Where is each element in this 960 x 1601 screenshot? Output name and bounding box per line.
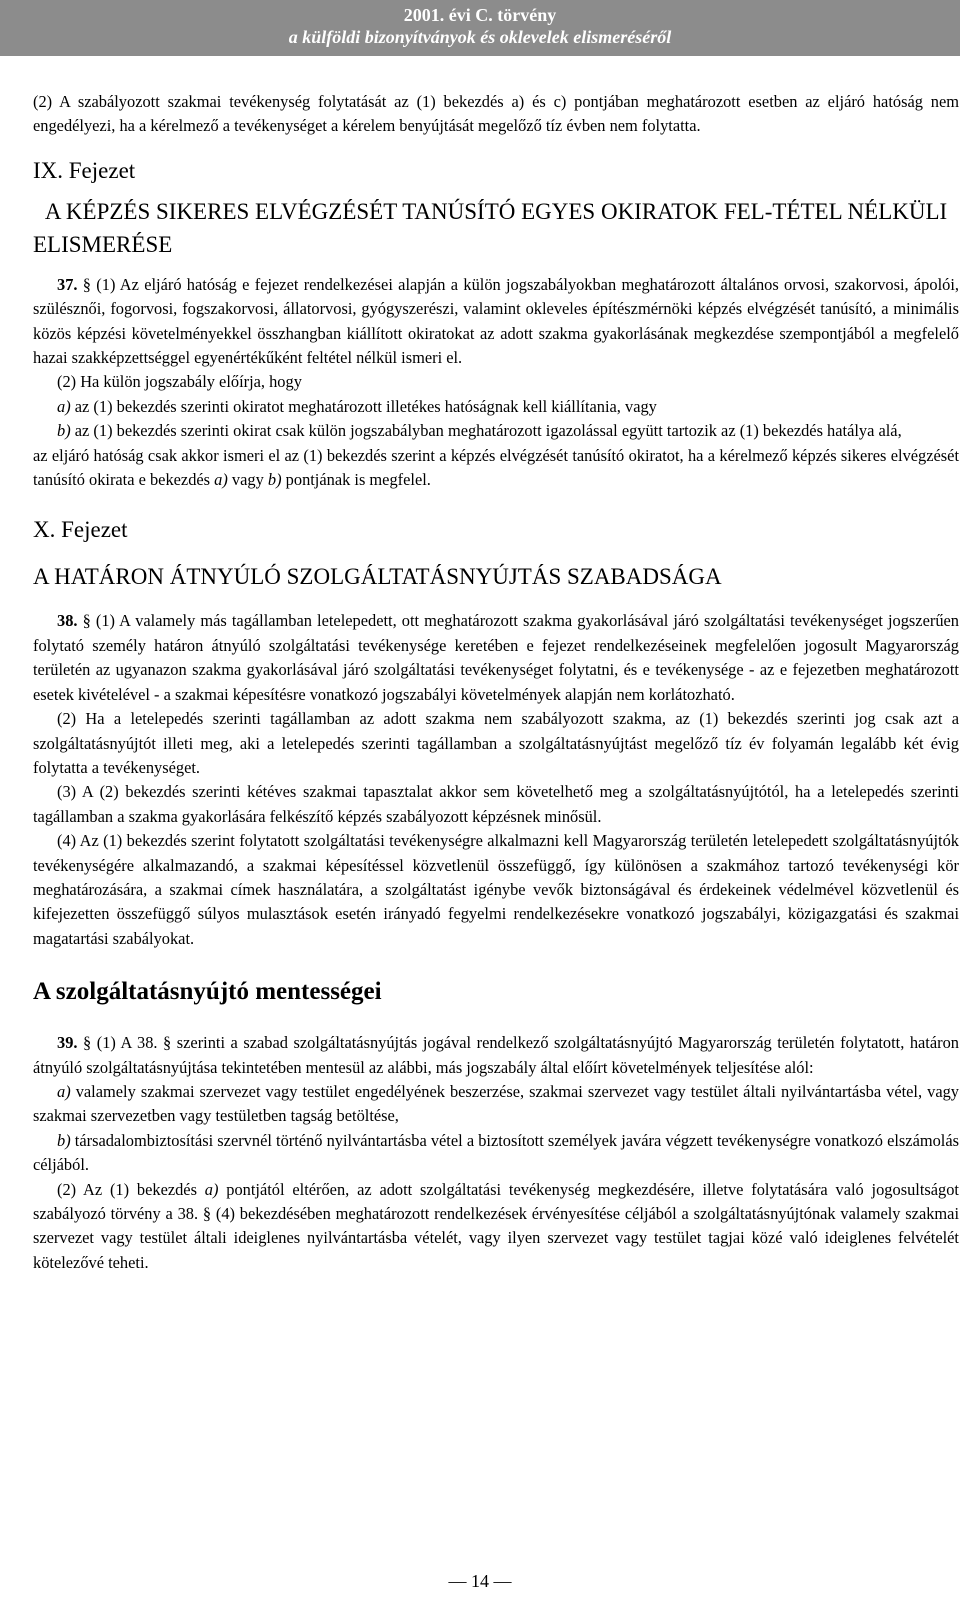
section-38-number: 38.: [57, 611, 78, 631]
section-38-paragraph-2: (2) Ha a letelepedés szerinti tagállamban az adott szakma nem szabályozott szakma, az (1) bekezdés szerinti jog csak azt a szolgáltatásnyújtót illeti meg, aki a letelepedés szerinti tagállamban a szolgáltatásnyújtást megelőző tíz év folyamán legalább két évig folytatta a tevékenységet.: [33, 709, 959, 777]
section-37-closing: az eljáró hatóság csak akkor ismeri el az (1) bekezdés szerint a képzés elvégzését tanúsító okiratot, ha a kérelmező képzés sikeres elvégzését tanúsító okirata e bekezdés a) vagy b) pontjának is megfelel.: [33, 445, 959, 490]
section-37-point-a: a) az (1) bekezdés szerinti okiratot meghatározott illetékes hatóságnak kell kiállítania, vagy: [57, 396, 657, 416]
section-subtitle: A szolgáltatásnyújtó mentességei: [33, 978, 382, 1006]
section-37-paragraph-2: (2) Ha külön jogszabály előírja, hogy: [57, 372, 302, 392]
section-37-point-b: b) az (1) bekezdés szerinti okirat csak külön jogszabályban meghatározott igazolással együtt tartozik az (1) bekezdés hatálya alá,: [57, 421, 902, 441]
section-39-number: 39.: [57, 1033, 78, 1053]
section-38-paragraph-1: 38. § (1) A valamely más tagállamban letelepedett, ott meghatározott szakma gyakorlásával járó szolgáltatási tevékenységet jogszerűen folytató személy határon átnyúló szolgáltatási tevékenysége keretében e fejezet rendelkezéseinek megfelelően jogosult Magyarország területén az ugyanazon szakma gyakorlásával járó szolgáltatási tevékenységet folytatni, és e tevékenysége - az e fejezetben meghatározott esetek kivételével - a szakmai képesítésre vonatkozó jogszabályi követelmények alapján nem korlátozható.: [33, 611, 959, 704]
chapter-9-label: IX. Fejezet: [33, 157, 136, 183]
chapter-9-title: A KÉPZÉS SIKERES ELVÉGZÉSÉT TANÚSÍTÓ EGYES OKIRATOK FEL-TÉTEL NÉLKÜLI ELISMERÉSE: [33, 198, 948, 257]
chapter-10-label: X. Fejezet: [33, 517, 128, 543]
section-37-paragraph-1: 37. § (1) Az eljáró hatóság e fejezet rendelkezései alapján a külön jogszabályokban meghatározott általános orvosi, szakorvosi, ápolói, szülésznői, fogorvosi, fogszakorvosi, állatorvosi, gyógyszerészi, valamint okleveles építészmérnöki képzés elvégzését tanúsító, a minimális közös képzési követelményekkel összhangban kiállított okiratokat az adott szakma gyakorlásának megkezdése szempontjából a megfelelő hazai szakképzettséggel egyenértékűként feltétel nélkül ismeri el.: [33, 274, 959, 368]
section-38-paragraph-3: (3) A (2) bekezdés szerinti kétéves szakmai tapasztalat akkor sem követelhető meg a szolgáltatásnyújtótól, ha a letelepedés szerinti tagállamban a szakma gyakorlására felkészítő képzés szabályozott képzésnek minősül.: [33, 782, 959, 826]
section-39-paragraph-1: 39. § (1) A 38. § szerinti a szabad szolgáltatásnyújtás jogával rendelkező szolgáltatásnyújtó Magyarország területén folytatott, határon átnyúló szolgáltatásnyújtása tekintetében mentesül az alábbi, más jogszabály által előírt követelmények teljesítése alól:: [33, 1033, 959, 1077]
header-law-title: 2001. évi C. törvény: [403, 5, 557, 25]
paragraph-36-2: (2) A szabályozott szakmai tevékenység folytatását az (1) bekezdés a) és c) pontjában meghatározott esetben az eljáró hatóság nem engedélyezi, ha a kérelmező a tevékenységet a kérelem benyújtását megelőző tíz évben nem folytatta.: [33, 92, 959, 136]
section-39-paragraph-2: (2) Az (1) bekezdés a) pontjától eltérően, az adott szolgáltatási tevékenység megkezdésére, illetve folytatására való jogosultságot szabályozó törvény a 38. § (4) bekezdésében meghatározott rendelkezések érvényesítése céljából a szolgáltatásnyújtónak valamely szakmai szervezet vagy testület általi ideiglenes nyilvántartásba vételét, vagy ilyen szervezet vagy testület tagjai közé való ideiglenes felvételét kötelezővé teheti.: [33, 1179, 959, 1272]
section-37-number: 37.: [57, 274, 78, 294]
section-39-point-b: b) társadalombiztosítási szervnél történő nyilvántartásba vétel a biztosított személyek javára végzett tevékenységre vonatkozó elszámolás céljából.: [33, 1130, 959, 1175]
header-law-subtitle: a külföldi bizonyítványok és oklevelek elismeréséről: [288, 27, 672, 47]
running-header: [0, 0, 960, 56]
section-38-paragraph-4: (4) Az (1) bekezdés szerint folytatott szolgáltatási tevékenységre alkalmazni kell Magyarország területén letelepedett szolgáltatásnyújtók tevékenységére alkalmazandó, a szakmai képesítéssel közvetlenül összefüggő, így különösen a szakmához tartozó tevékenységi kör meghatározására, a szakmai címek használatára, a szolgáltatást igénybe vevők biztonságával és érdekeinek védelmével közvetlenül és kifejezetten összefüggő súlyos mulasztások esetén irányadó fegyelmi rendelkezésekre vonatkozó jogszabályi, közigazgatási és szakmai magatartási szabályokat.: [33, 831, 959, 948]
section-39-point-a: a) valamely szakmai szervezet vagy testület engedélyének beszerzése, szakmai szervezet vagy testület általi nyilvántartásba vétel, vagy szakmai szervezetben vagy testületben tagság betöltése,: [33, 1081, 959, 1126]
chapter-10-title: A HATÁRON ÁTNYÚLÓ SZOLGÁLTATÁSNYÚJTÁS SZABADSÁGA: [33, 564, 722, 590]
page-number: — 14 —: [448, 1571, 512, 1591]
document-body: [33, 90, 959, 1275]
